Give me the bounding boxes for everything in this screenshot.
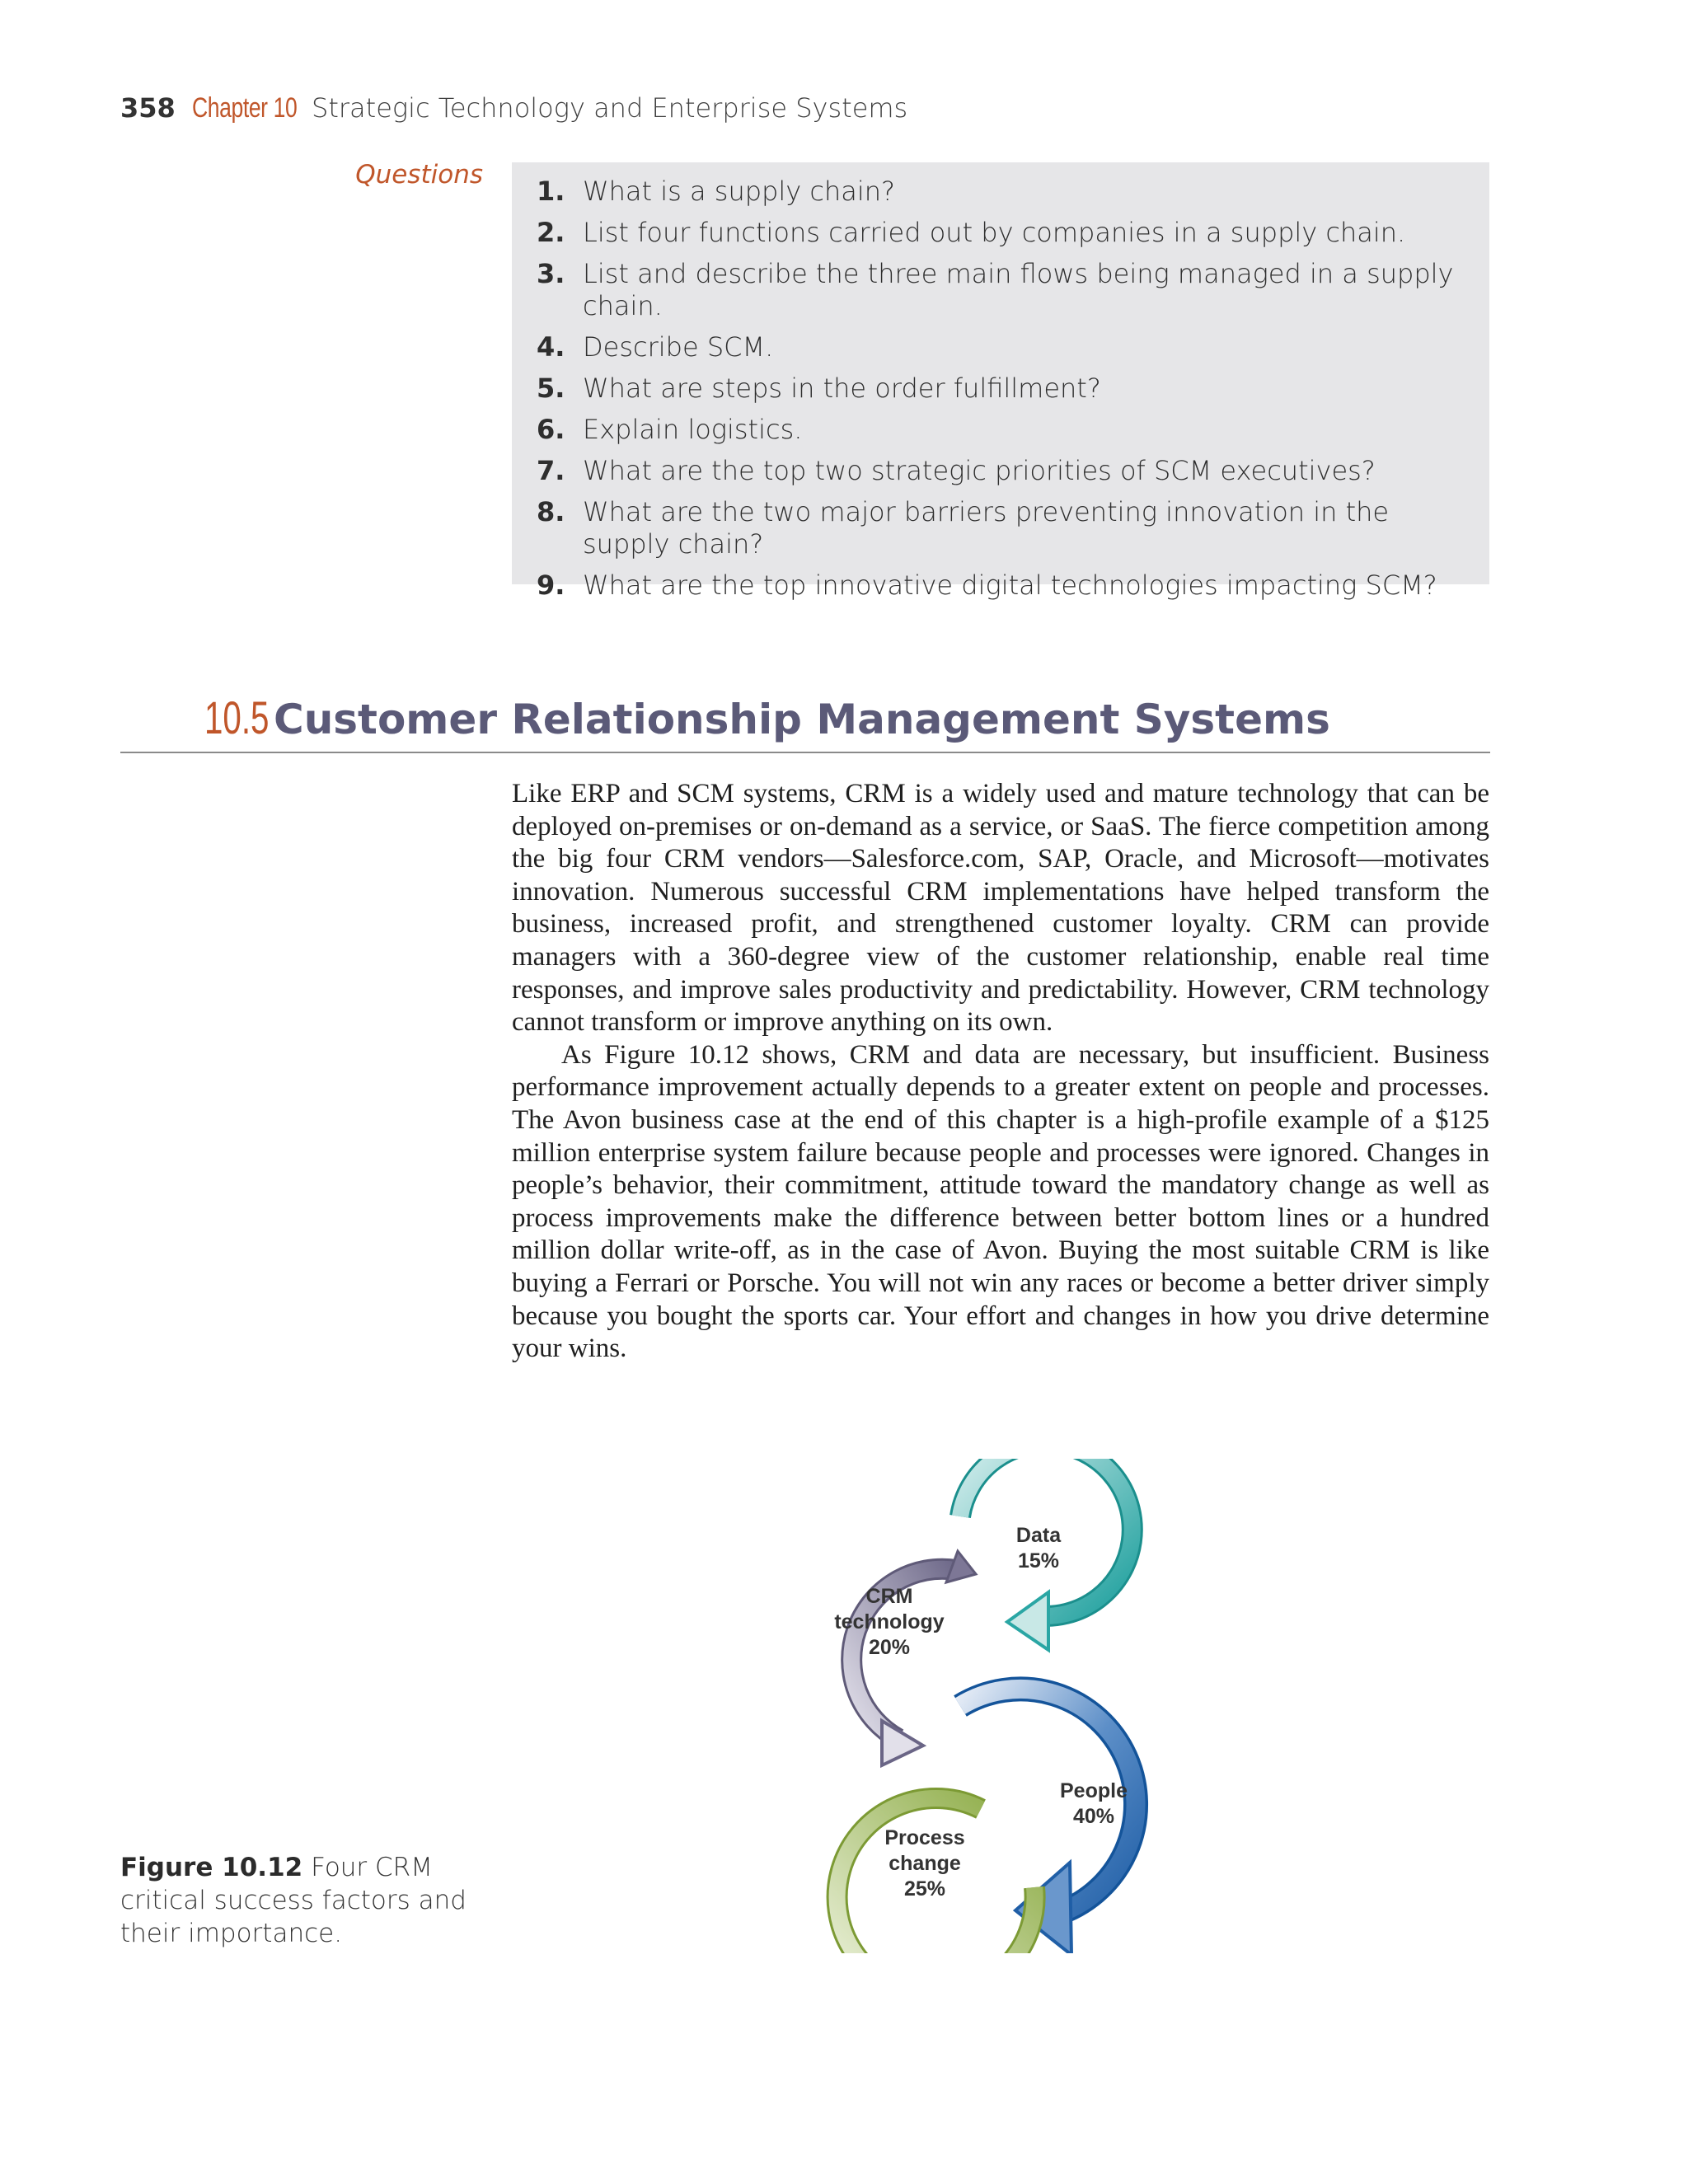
question-text: What are the top two strategic priorities of SCM executives? (583, 455, 1376, 486)
body-text (512, 778, 1489, 1366)
question-item (537, 455, 1465, 487)
factor-name-process-line2: change (889, 1852, 961, 1875)
question-text: What are the two major barriers preventing innovation in the supply chain? (583, 496, 1390, 560)
running-header (120, 92, 907, 134)
question-item (537, 217, 1465, 249)
figure-caption (120, 1851, 467, 1950)
chapter-title: Strategic Technology and Enterprise Systems (312, 92, 908, 124)
question-number: 4. (537, 331, 565, 363)
question-text: Explain logistics. (583, 414, 803, 445)
factor-name-process: Process (884, 1826, 965, 1849)
question-number: 8. (537, 496, 565, 527)
question-text: List four functions carried out by companies in a supply chain. (583, 217, 1406, 248)
factor-percent-crm: 20% (868, 1636, 911, 1659)
section-title: Customer Relationship Management Systems (274, 696, 1330, 743)
question-number: 6. (537, 414, 565, 445)
question-item (537, 496, 1465, 560)
section-divider (120, 752, 1490, 753)
questions-label: Questions (355, 160, 483, 190)
questions-box (512, 162, 1489, 601)
figure-caption-label: Figure 10.12 (120, 1853, 303, 1882)
question-text: What are steps in the order fulfillment? (583, 373, 1101, 404)
factor-name-crm-line2: technology (834, 1610, 945, 1633)
question-item (537, 569, 1465, 602)
body-paragraph: As Figure 10.12 shows, CRM and data are necessary, but insufficient. Business performance improvement actually depends to a greater extent on people and processes. The Avon business case at the end of this chapter is a high-profile example of a $125 million enterprise system failure because people and processes were ignored. Changes in people’s behavior, their commitment, attitude toward the mandatory change as well as process improvements make the difference between better bottom lines or a hundred million dollar write-off, as in the case of Avon. Buying the most suitable CRM is like buying a Ferrari or Porsche. You will not win any races or become a better driver simply because you bought the sports car. Your effort and changes in how you drive determine your wins. (512, 1039, 1489, 1364)
questions-list (537, 176, 1465, 602)
question-number: 1. (537, 176, 565, 207)
factor-name-crm: CRM (865, 1585, 913, 1608)
question-number: 2. (537, 217, 565, 248)
crm-success-factors-diagram (783, 1459, 1228, 1953)
factor-percent-process: 25% (903, 1877, 946, 1900)
question-text: Describe SCM. (583, 331, 774, 363)
section-number: 10.5 (204, 691, 270, 743)
question-text: What are the top innovative digital technologies impacting SCM? (583, 569, 1437, 601)
question-text: List and describe the three main flows being managed in a supply chain. (583, 258, 1454, 321)
question-item (537, 414, 1465, 446)
page-number: 358 (120, 92, 176, 124)
question-item (537, 176, 1465, 208)
process-change-arrow (837, 1798, 1035, 1953)
factor-name-data: Data (1015, 1524, 1062, 1547)
question-number: 9. (537, 569, 565, 601)
question-number: 3. (537, 258, 565, 289)
chapter-label: Chapter 10 (191, 92, 298, 124)
body-paragraph: Like ERP and SCM systems, CRM is a widely used and mature technology that can be deployed on-premises or on-demand as a service, or SaaS. The fierce competition among the big four CRM vendors—Salesforce.com, SAP, Oracle, and Microsoft—motivates innovation. Numerous successful CRM implementations have helped transform the business, increased profit, and strengthened customer loyalty. CRM can provide managers with a 360-degree view of the customer relationship, enable real time responses, and improve sales productivity and predictability. However, CRM technology cannot transform or improve anything on its own. (512, 779, 1489, 1038)
factor-percent-people: 40% (1072, 1805, 1115, 1828)
factor-name-people: People (1060, 1779, 1128, 1802)
question-number: 5. (537, 373, 565, 404)
question-item (537, 331, 1465, 363)
question-text: What is a supply chain? (583, 176, 895, 207)
figure-10-12 (783, 1459, 1228, 1953)
question-item (537, 373, 1465, 405)
question-number: 7. (537, 455, 565, 486)
figure-caption-text: Four CRM critical success factors and their importance. (120, 1853, 467, 1948)
section-heading (204, 691, 1330, 744)
factor-percent-data: 15% (1017, 1549, 1060, 1572)
question-item (537, 258, 1465, 322)
